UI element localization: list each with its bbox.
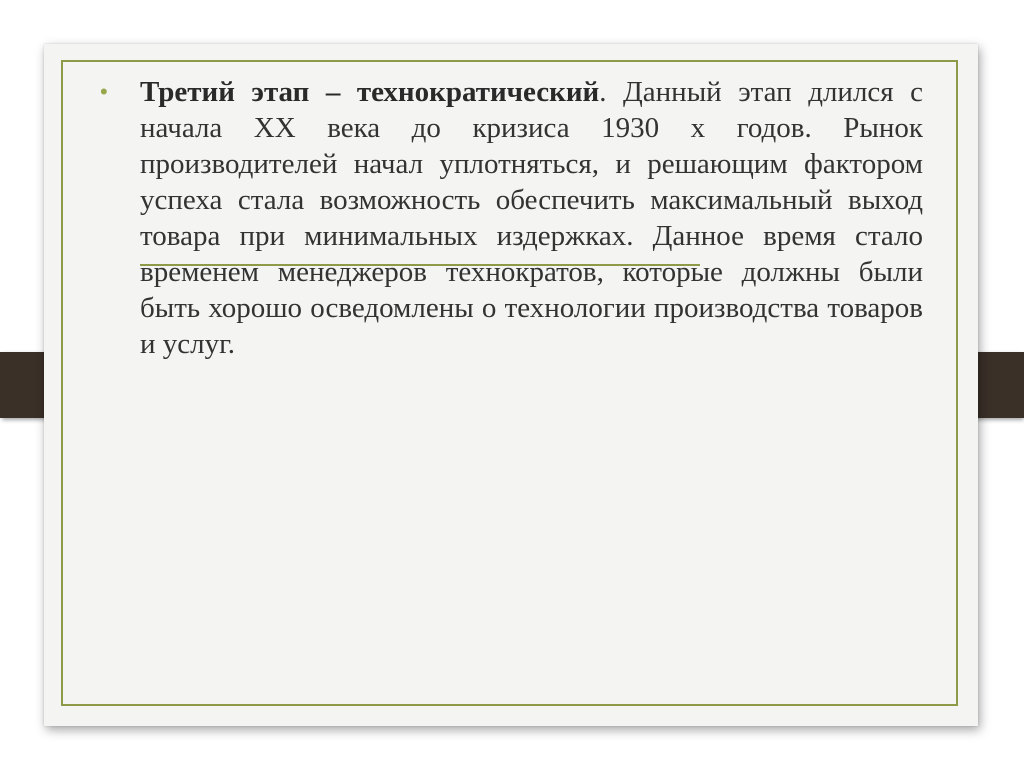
bullet-paragraph (140, 74, 923, 362)
paragraph-body: . Данный этап длился с начала XX века до кризиса 1930 х годов. Рынок производителей начал уплотняться, и решающим фактором успеха стала возможность обеспечить максимальный выход товара при минимальных издержках. Данное время стало временем менеджеров технократов, которые должны были быть хорошо осведомлены о технологии производства товаров и услуг. (140, 76, 923, 360)
slide-content (100, 74, 925, 362)
paragraph-heading: Третий этап – технократический (140, 76, 600, 108)
bullet-icon: • (100, 79, 108, 104)
